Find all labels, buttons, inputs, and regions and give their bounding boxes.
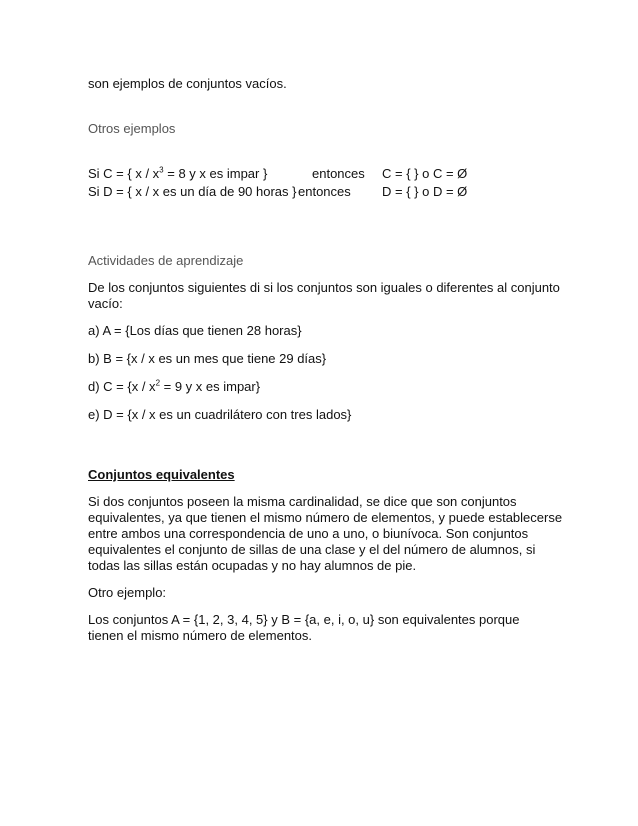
equiv-paragraph-line-3: entre ambos una correspondencia de uno a uno, o biunívoca. Son conjuntos	[88, 526, 529, 541]
final-paragraph-line-2: tienen el mismo número de elementos.	[88, 628, 313, 643]
item-d: d) $C = \{x / x^2 = 9$ y x es impar}	[88, 378, 261, 394]
equiv-paragraph-line-2: equivalentes, ya que tienen el mismo número de elementos, y puede establecerse	[88, 510, 563, 525]
actividades-intro-line-1: De los conjuntos siguientes di si los conjuntos son iguales o diferentes al conjunto	[88, 280, 560, 295]
example-2-then: entonces	[298, 184, 351, 199]
example-1-result: C = { } o C = Ø	[382, 166, 468, 181]
example-2-set: Si D = { x / x es un día de 90 horas }	[88, 184, 297, 199]
item-e: e) D = {x / x es un cuadrilátero con tres lados}	[88, 407, 352, 422]
equiv-paragraph-line-1: Si dos conjuntos poseen la misma cardinalidad, se dice que son conjuntos	[88, 494, 517, 509]
otros-ejemplos-heading: Otros ejemplos	[88, 121, 176, 136]
actividades-intro-line-2: vacío:	[88, 296, 123, 311]
example-2-line	[88, 184, 468, 200]
otro-ejemplo-label: Otro ejemplo:	[88, 585, 167, 600]
equiv-paragraph-line-4: equivalentes el conjunto de sillas de una clase y el del número de alumnos, si	[88, 542, 536, 557]
conjuntos-equivalentes-heading: Conjuntos equivalentes	[88, 467, 235, 482]
item-b: b) B = {x / x es un mes que tiene 29 días}	[88, 351, 327, 366]
item-a: a) A = {Los días que tienen 28 horas}	[88, 323, 302, 338]
actividades-heading: Actividades de aprendizaje	[88, 253, 244, 268]
example-1-line	[88, 165, 468, 182]
example-1-set: Si C = { $x / x^3 = 8$ y x es impar }	[88, 165, 268, 181]
equiv-paragraph-line-5: todas las sillas están ocupadas y no hay alumnos de pie.	[88, 558, 417, 573]
final-paragraph-line-1: Los conjuntos A = {1, 2, 3, 4, 5} y B = {a, e, i, o, u} son equivalentes porque	[88, 612, 520, 627]
example-1-then: entonces	[312, 166, 365, 181]
intro-text: son ejemplos de conjuntos vacíos.	[88, 76, 287, 91]
example-2-result: D = { } o D = Ø	[382, 184, 468, 199]
